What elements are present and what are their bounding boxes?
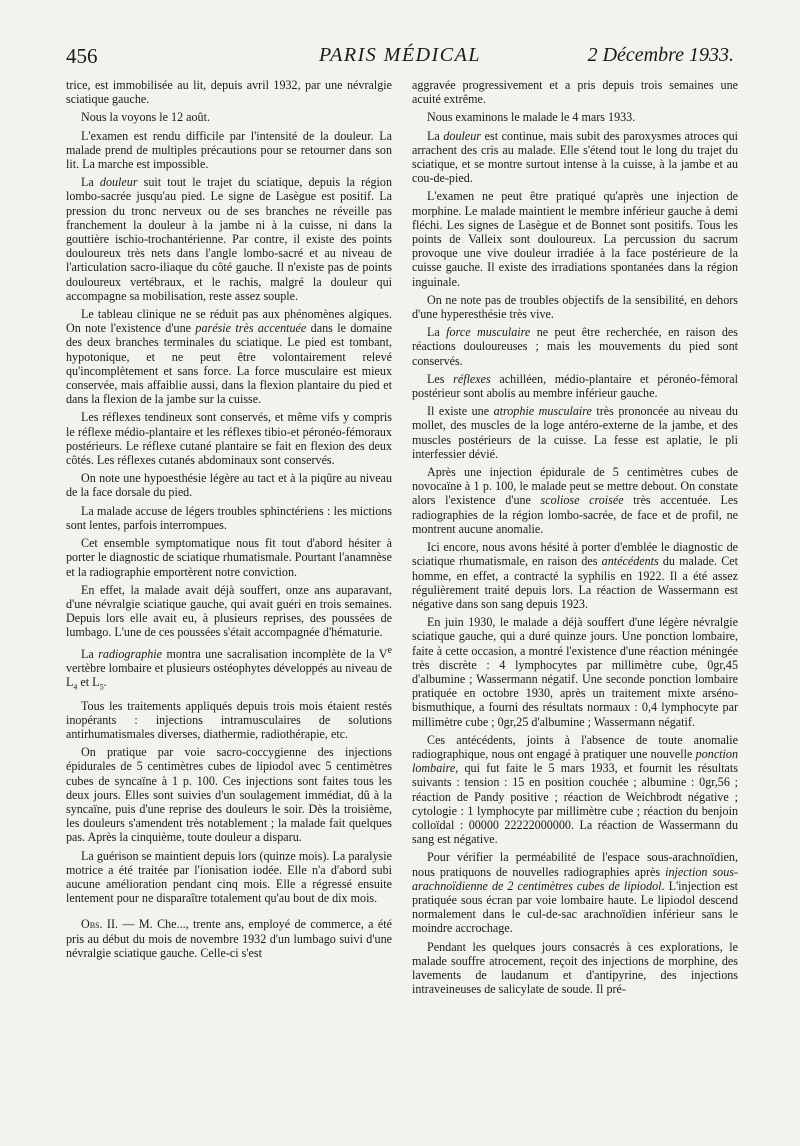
text-run: du malade. Cet homme, en effet, a contracté la syphilis en 1922. Il a été assez régulièrement traité depuis lors. La réaction de Wassermann est négative dans son sang depuis 1923. [412, 554, 738, 611]
emphasis: parésie très accentuée [195, 321, 307, 336]
paragraph: trice, est immobilisée au lit, depuis avril 1932, par une névralgie sciatique gauche. [66, 78, 392, 107]
paragraph [66, 175, 392, 303]
emphasis: scoliose croisée [540, 493, 624, 508]
right-column [412, 78, 738, 1128]
text-run: La [81, 646, 99, 661]
paragraph: Tous les traitements appliqués depuis trois mois étaient restés inopérants : injections intramusculaires de solutions antirhumatismales diverses, diathermie, radiothérapie, etc. [66, 698, 392, 741]
paragraph: Pendant les quelques jours consacrés à ces explorations, le malade souffre atrocement, reçoit des injections de morphine, des lavements de laudanum et d'antipyrine, des injections intraveineuses de salicylate de soude. Il pré- [412, 939, 738, 997]
emphasis: atrophie musculaire [493, 404, 592, 419]
paragraph [412, 372, 738, 400]
text-run: vertèbre lombaire et plusieurs ostéophytes développés au niveau de L [66, 660, 392, 689]
text-run: La [81, 175, 100, 190]
paragraph: Nous examinons le malade le 4 mars 1933. [427, 110, 636, 125]
emphasis: douleur [99, 175, 138, 190]
journal-title: PARIS MÉDICAL [319, 44, 481, 66]
paragraph: L'examen ne peut être pratiqué qu'après une injection de morphine. Le malade maintient le membre inférieur gauche à demi fléchi. Les signes de Lasègue et de Bonnet sont positifs. Tous les points de Valleix sont douloureux. La percussion du sacrum provoque une vive douleur irradiée à la face postérieure de la cuisse gauche. Il existe des irradiations spontanées dans la région inguinale. [412, 189, 738, 289]
emphasis: antécédents [601, 554, 659, 569]
paragraph [412, 129, 738, 186]
paragraph [412, 850, 738, 935]
paragraph: L'examen est rendu difficile par l'intensité de la douleur. La malade prend de multiples précautions pour se retourner dans son lit. La marche est impossible. [66, 128, 392, 172]
emphasis: injection sous-arachnoïdienne de 2 centimètres cubes de lipiodol [412, 864, 738, 893]
text-run: Pour vérifier la perméabilité de l'espace sous-arachnoïdien, nous pratiquons de nouvelles radiographies après [412, 850, 738, 879]
paragraph: On pratique par voie sacro-coccygienne des injections épidurales de 5 centimètres cubes de lipiodol avec 5 centimètres cubes de syncaïne à 1 p. 100. Ces injections sont faites tous les deux jours. Elles sont suivies d'un soulagement immédiat, dû à la syncaïne, puis d'une reprise des douleurs le soir. Dès la troisième, les douleurs s'amendent très notablement ; la malade fait quelques pas. Après la cinquième, toute douleur a disparu. [66, 745, 392, 845]
subscript: 4 [73, 682, 78, 692]
text-run: Le tableau clinique ne se réduit pas aux phénomènes algiques. On note l'existence d'une [66, 307, 392, 336]
paragraph [66, 307, 392, 406]
text-run: est continue, mais subit des paroxysmes atroces qui arrachent des cris au malade. Elle s'étend tout le long du trajet du sciatique, et se montre surtout intense à la cuisse, à la jambe et au cou-de-pied. [412, 128, 738, 186]
text-run: ne peut être recherchée, en raison des réactions douloureuses ; mais les mouvements du pied sont conservés. [412, 325, 738, 368]
emphasis: douleur [443, 128, 481, 143]
observation-label: Obs. II. [81, 917, 119, 932]
subscript: 5 [99, 682, 104, 692]
text-run: et L [77, 674, 100, 689]
text-run: Ici encore, nous avons hésité à porter d'emblée le diagnostic de sciatique rhumatismale, en raison des [412, 540, 738, 569]
running-header [66, 44, 734, 72]
paragraph: En effet, la malade avait déjà souffert, onze ans auparavant, d'une névralgie sciatique gauche, qui avait guéri en trois semaines. Depuis lors elle avait eu, à plusieurs reprises, des poussées de lumbago. L'une de ces poussées s'était accompagnée d'hématurie. [66, 582, 392, 640]
text-run: La [427, 128, 444, 143]
text-run: . L'injection est pratiquée sous écran par voie lombaire haute. Le lipiodol descend normalement dans le cul-de-sac arachnoïdien inférieur sans le moindre accrochage. [412, 878, 738, 936]
text-run: Il existe une [427, 404, 494, 419]
superscript: e [387, 644, 392, 656]
paragraph: aggravée progressivement et a pris depuis trois semaines une acuité extrême. [412, 78, 738, 107]
text-run: dans le domaine des deux branches terminales du sciatique. Le pied est tombant, hypotonique, et ne peut être volontairement relevé qu'incomplètement et sans force. La force musculaire est mieux conservée, mais affaiblie aussi, dans la flexion plantaire du pied et dans la flexion de la jambe sur la cuisse. [66, 321, 392, 407]
emphasis: ponction lombaire [412, 746, 738, 776]
text-run: montra une sacralisation incomplète de la V [162, 646, 388, 661]
paragraph: On ne note pas de troubles objectifs de la sensibilité, en dehors d'une hyperesthésie très vive. [412, 292, 738, 322]
text-run: Après une injection épidurale de 5 centimètres cubes de novocaïne à 1 p. 100, le malade peut se mettre debout. On constate alors l'existence d'une [412, 465, 738, 508]
emphasis: radiographie [98, 646, 163, 661]
paragraph: Nous la voyons le 12 août. [81, 110, 210, 125]
text-run: La [427, 325, 447, 340]
text-run: . [103, 674, 107, 689]
paragraph: Cet ensemble symptomatique nous fit tout d'abord hésiter à porter le diagnostic de sciatique rhumatismale. Pourtant l'anamnèse et la radiographie emportèrent notre conviction. [66, 536, 392, 579]
paragraph [412, 465, 738, 536]
left-column [66, 78, 392, 1128]
emphasis: réflexes [453, 371, 491, 386]
paragraph [412, 540, 738, 611]
paragraph: La guérison se maintient depuis lors (quinze mois). La paralysie motrice a été traitée par l'ionisation iodée. Elle n'a d'abord subi aucune amélioration pendant cinq mois. Elle a régressé ensuite lentement pour ne disparaître totalement qu'au bout de dix mois. [66, 848, 392, 906]
text-run: Les [427, 371, 454, 386]
text-run: très prononcée au niveau du mollet, des muscles de la loge antéro-externe de la jambe, et des muscles postérieurs de la cuisse. La fesse est aplatie, le pli interfessier dévié. [412, 404, 738, 461]
paragraph: En juin 1930, le malade a déjà souffert d'une légère névralgie sciatique gauche, qui a duré quinze jours. Une ponction lombaire, faite à cette occasion, a montré l'existence d'une réaction méningée très discrète : 4 lymphocytes par millimètre cube, 0gr,45 d'albumine ; Wassermann négatif. Une seconde ponction lombaire pratiquée en octobre 1930, après un traitement mixte arséno-bismuthique, a fourni des résultats normaux : 0,4 lymphocyte par millimètre cube ; 0gr,25 d'albumine ; Wassermann négatif. [412, 615, 738, 729]
paragraph [412, 325, 738, 368]
paragraph [66, 917, 392, 960]
text-run: achilléen, médio-plantaire et péronéo-fémoral postérieur sont abolis au membre inférieur gauche. [412, 371, 738, 401]
page-number: 456 [66, 44, 98, 68]
text-run: — M. Che..., trente ans, employé de commerce, a été pris au début du mois de novembre 1932 d'un lumbago suivi d'une névralgie sciatique gauche. Celle-ci s'est [66, 917, 392, 960]
issue-date: 2 Décembre 1933. [587, 44, 734, 66]
paragraph [412, 733, 738, 847]
text-run: très accentuée. Les radiographies de la région lombo-sacrée, de face et de profil, ne montrent aucune anomalie. [412, 493, 738, 536]
emphasis: force musculaire [446, 325, 531, 340]
paragraph [412, 404, 738, 461]
paragraph: Les réflexes tendineux sont conservés, et même vifs y compris le réflexe médio-plantaire et les réflexes tibio-et péronéo-fémoraux postérieurs. Le réflexe cutané plantaire se fait en flexion des deux côtés. Les réflexes cutanés abdominaux sont conservés. [66, 410, 392, 468]
paragraph: La malade accuse de légers troubles sphinctériens : les mictions sont lentes, parfois interrompues. [66, 503, 392, 532]
text-run: Ces antécédents, joints à l'absence de toute anomalie radiographique, nous ont engagé à pratiquer une nouvelle [412, 732, 738, 761]
text-run: suit tout le trajet du sciatique, depuis la région lombo-sacrée jusqu'au pied. Le signe de Lasègue est positif. La pression du tronc nerveux ou de ses branches ne réveille pas franchement la douleur à la jambe ni à la cuisse, ni dans la gouttière ischio-trochantérienne. Par contre, il existe des points douloureux très nets dans l'angle lombo-sacré et au niveau de l'articulation sacro-iliaque du côté gauche. Il n'existe pas de points douloureux vertébraux, et le rachis, malgré la douleur qui accompagne sa mobilisation, reste assez souple. [66, 175, 392, 303]
paragraph: On note une hypoesthésie légère au tact et à la piqûre au niveau de la face dorsale du pied. [66, 471, 392, 500]
paragraph [66, 644, 392, 695]
text-run: , qui fut faite le 5 mars 1933, et fournit les résultats suivants : tension : 15 en position couchée ; albumine : 0gr,56 ; réaction de Pandy positive ; réaction de Weichbrodt négative ; cytologie : 1 lymphocyte par millimètre cube ; réaction du benjoin colloïdal : 00000 22222000000. La réaction de Wassermann du sang est négative. [412, 761, 738, 847]
